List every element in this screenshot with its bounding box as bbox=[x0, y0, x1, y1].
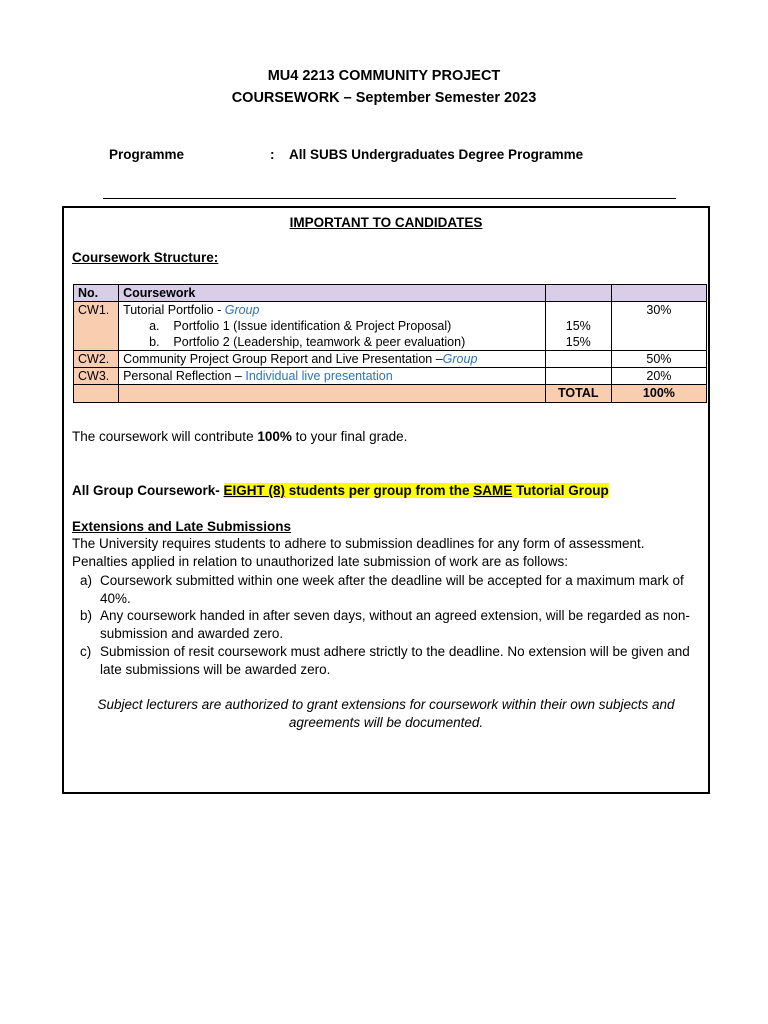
document-subtitle: COURSEWORK – September Semester 2023 bbox=[231, 90, 537, 106]
cw1-title: Tutorial Portfolio - bbox=[123, 303, 225, 317]
group-rule-mid: students per group from the bbox=[285, 483, 474, 498]
cw1-description bbox=[119, 302, 546, 351]
list-marker: b) bbox=[80, 608, 93, 623]
header-blank-2 bbox=[611, 285, 706, 302]
cw1-a-percent: 15% bbox=[565, 319, 591, 333]
cw3-description bbox=[119, 368, 546, 385]
list-text: Submission of resit coursework must adhere strictly to the deadline. No extension will be given and late submissions will be awarded zero. bbox=[100, 644, 690, 677]
list-marker: a) bbox=[80, 573, 93, 588]
group-rule-pre: All Group Coursework- bbox=[72, 483, 224, 498]
list-text: Any coursework handed in after seven days, without an agreed extension, will be regarded as non-submission and awarded zero. bbox=[100, 608, 690, 641]
group-rule-post: Tutorial Group bbox=[512, 483, 609, 498]
table-row bbox=[74, 302, 707, 351]
cw1-sub-percentages bbox=[545, 302, 611, 351]
important-heading: IMPORTANT TO CANDIDATES bbox=[289, 215, 483, 230]
cw1-b-text: Portfolio 2 (Leadership, teamwork & peer evaluation) bbox=[173, 335, 466, 349]
header-coursework: Coursework bbox=[119, 285, 546, 302]
extensions-paragraph-2: Penalties applied in relation to unauthorized late submission of work are as follows: bbox=[72, 554, 569, 569]
programme-label: Programme bbox=[109, 147, 185, 162]
cw1-a-text: Portfolio 1 (Issue identification & Project Proposal) bbox=[173, 319, 452, 333]
cw2-description bbox=[119, 351, 546, 368]
group-rule-eight: EIGHT (8) bbox=[223, 483, 286, 498]
cw3-title: Personal Reflection – bbox=[123, 369, 246, 383]
extensions-note: Subject lecturers are authorized to grant extensions for coursework within their own subjects and agreements will be documented. bbox=[97, 697, 675, 730]
table-row bbox=[74, 351, 707, 368]
cw1-b-marker: b. bbox=[149, 335, 160, 349]
total-blank-2 bbox=[119, 385, 546, 403]
cw2-sub-percent bbox=[545, 351, 611, 368]
list-text: Coursework submitted within one week after the deadline will be accepted for a maximum mark of 40%. bbox=[100, 573, 684, 606]
cw3-sub-percent bbox=[545, 368, 611, 385]
programme-value: All SUBS Undergraduates Degree Programme bbox=[289, 147, 584, 162]
table-header-row bbox=[74, 285, 707, 302]
cw3-total: 20% bbox=[611, 368, 706, 385]
document-title: MU4 2213 COMMUNITY PROJECT bbox=[267, 68, 501, 84]
cw2-title: Community Project Group Report and Live Presentation – bbox=[123, 352, 443, 366]
contribution-pre: The coursework will contribute bbox=[72, 429, 258, 444]
cw1-no: CW1. bbox=[74, 302, 119, 351]
group-rule-same: SAME bbox=[473, 483, 513, 498]
header-blank-1 bbox=[545, 285, 611, 302]
total-value: 100% bbox=[611, 385, 706, 403]
cw3-no: CW3. bbox=[74, 368, 119, 385]
list-marker: c) bbox=[80, 644, 92, 659]
cw1-mode: Group bbox=[224, 303, 260, 317]
structure-heading: Coursework Structure: bbox=[72, 250, 219, 265]
contribution-text bbox=[72, 429, 407, 444]
cw3-mode: Individual live presentation bbox=[245, 369, 393, 383]
total-label: TOTAL bbox=[545, 385, 611, 403]
table-row bbox=[74, 368, 707, 385]
group-rule bbox=[72, 483, 609, 498]
contribution-post: to your final grade. bbox=[291, 429, 408, 444]
candidate-info-box bbox=[62, 206, 710, 794]
extensions-heading: Extensions and Late Submissions bbox=[72, 519, 292, 534]
contribution-bold: 100% bbox=[257, 429, 292, 444]
extensions-paragraph-1: The University requires students to adhere to submission deadlines for any form of assessment. bbox=[72, 536, 645, 551]
cw1-a-marker: a. bbox=[149, 319, 160, 333]
cw2-total: 50% bbox=[611, 351, 706, 368]
header-no: No. bbox=[74, 285, 119, 302]
cw2-mode: Group bbox=[442, 352, 478, 366]
cw1-total: 30% bbox=[611, 302, 706, 351]
coursework-table bbox=[73, 284, 707, 403]
programme-colon: : bbox=[270, 147, 275, 162]
cw1-b-percent: 15% bbox=[565, 335, 591, 349]
cw2-no: CW2. bbox=[74, 351, 119, 368]
divider bbox=[103, 198, 676, 199]
table-total-row bbox=[74, 385, 707, 403]
total-blank bbox=[74, 385, 119, 403]
